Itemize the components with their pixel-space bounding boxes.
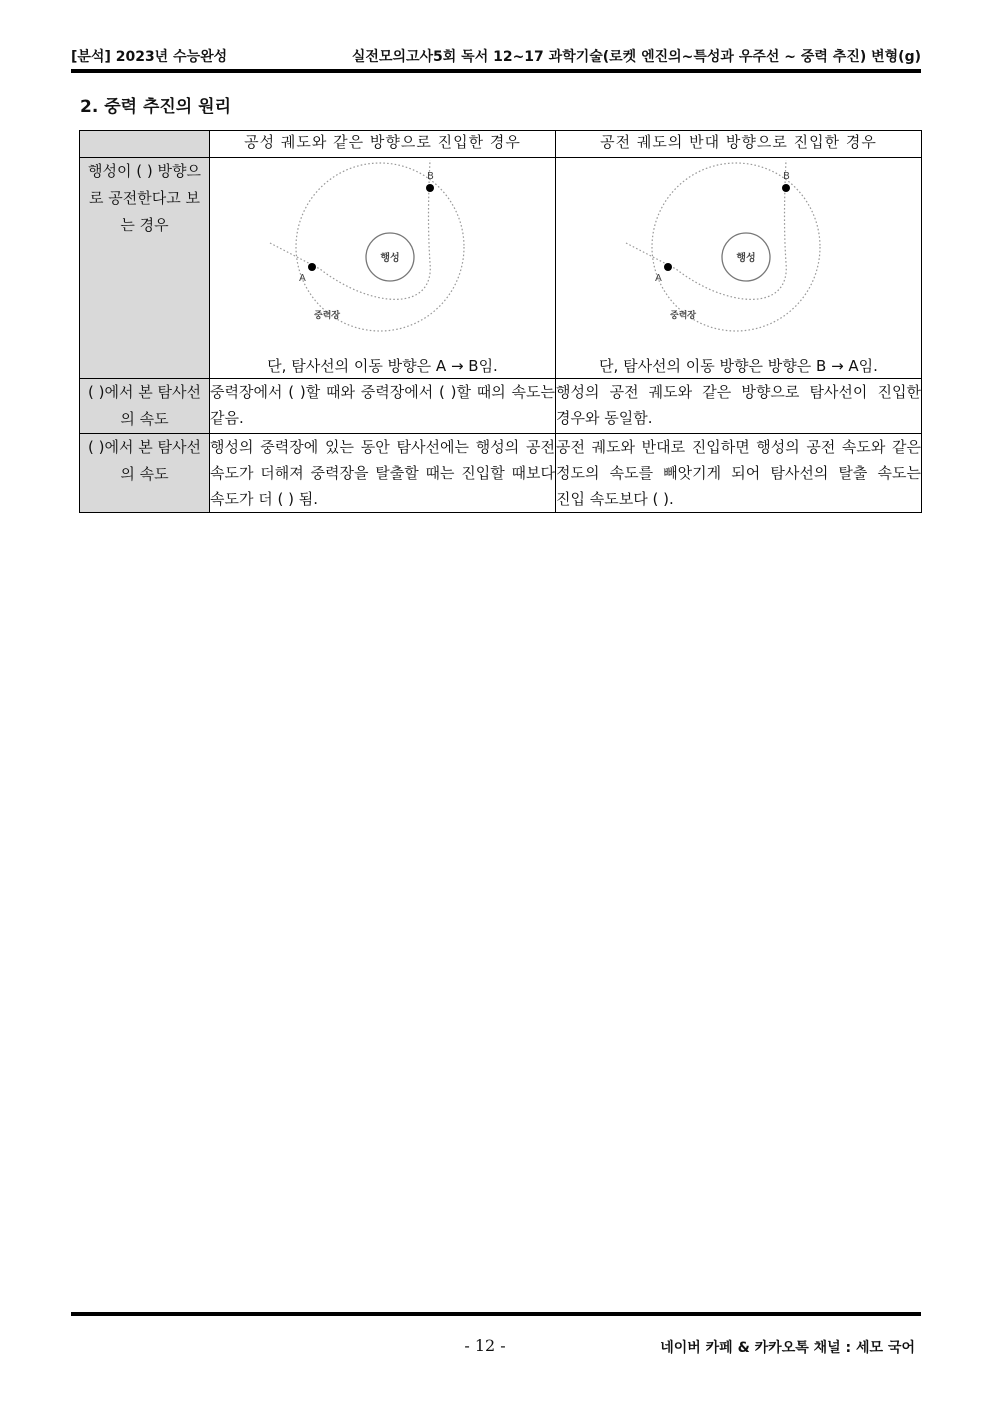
gravity-field-circle bbox=[296, 163, 464, 331]
orbit-diagram-1 bbox=[210, 158, 556, 378]
orbit-diagram-2 bbox=[556, 158, 922, 378]
page-number: - 12 - bbox=[464, 1336, 506, 1355]
gravity-field-circle bbox=[652, 163, 820, 331]
field-label: 중력장 bbox=[314, 311, 341, 321]
planet-label: 행성 bbox=[736, 253, 756, 264]
point-a-label: A bbox=[655, 273, 662, 284]
diagram-opposite-direction bbox=[556, 158, 922, 379]
footer-rule bbox=[71, 1312, 921, 1316]
row2-col2: 행성의 공전 궤도와 같은 방향으로 탐사선이 진입한 경우와 동일함. bbox=[556, 379, 922, 434]
diagram-same-direction bbox=[210, 158, 556, 379]
section-title: 2. 중력 추진의 원리 bbox=[80, 97, 231, 117]
footer-channel: 네이버 카페 & 카카오톡 채널 : 세모 국어 bbox=[660, 1340, 915, 1356]
page-header bbox=[71, 44, 921, 66]
col1-header: 공성 궤도와 같은 방향으로 진입한 경우 bbox=[210, 131, 556, 158]
row2-col1: 중력장에서 ( )할 때와 중력장에서 ( )할 때의 속도는 같음. bbox=[210, 379, 556, 434]
point-a-marker bbox=[308, 263, 316, 271]
row3-col2: 공전 궤도와 반대로 진입하면 행성의 공전 속도와 같은 정도의 속도를 빼앗기게 되어 탐사선의 탈출 속도는 진입 속도보다 ( ). bbox=[556, 434, 922, 513]
col2-caption: 단, 탐사선의 이동 방향은 방향은 B → A임. bbox=[599, 357, 878, 375]
gravity-assist-table bbox=[79, 130, 922, 513]
field-label: 중력장 bbox=[670, 311, 697, 321]
probe-trajectory bbox=[270, 160, 430, 299]
row3-header: ( )에서 본 탐사선의 속도 bbox=[80, 434, 210, 513]
probe-trajectory bbox=[626, 160, 786, 299]
point-a-marker bbox=[664, 263, 672, 271]
point-b-marker bbox=[782, 184, 790, 192]
point-a-label: A bbox=[299, 273, 306, 284]
header-left: [분석] 2023년 수능완성 bbox=[71, 49, 228, 65]
header-rule bbox=[71, 69, 921, 73]
corner-cell bbox=[80, 131, 210, 158]
col2-header: 공전 궤도의 반대 방향으로 진입한 경우 bbox=[556, 131, 922, 158]
header-right: 실전모의고사5회 독서 12~17 과학기술(로켓 엔진의~특성과 우주선 ~ 중력 추진) 변형(g) bbox=[351, 49, 921, 65]
point-b-label: B bbox=[427, 171, 434, 182]
row3-col1: 행성의 중력장에 있는 동안 탐사선에는 행성의 공전 속도가 더해져 중력장을 탈출할 때는 진입할 때보다 속도가 더 ( ) 됨. bbox=[210, 434, 556, 513]
row1-header: 행성이 ( ) 방향으로 공전한다고 보는 경우 bbox=[80, 158, 210, 379]
point-b-marker bbox=[426, 184, 434, 192]
row2-header: ( )에서 본 탐사선의 속도 bbox=[80, 379, 210, 434]
point-b-label: B bbox=[783, 171, 790, 182]
col1-caption: 단, 탐사선의 이동 방향은 A → B임. bbox=[267, 357, 498, 375]
planet-label: 행성 bbox=[380, 253, 400, 264]
